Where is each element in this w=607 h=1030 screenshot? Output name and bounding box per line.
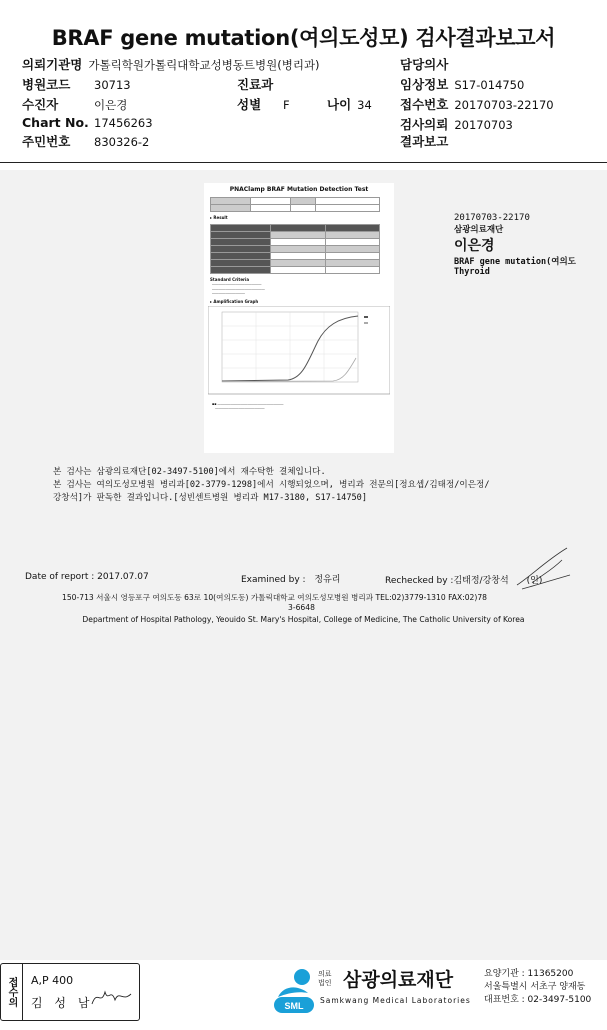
- field-clinical-info: 임상정보 S17-014750: [400, 77, 525, 92]
- stamp-label: 접수의: [1, 964, 23, 1020]
- result-section-label: ▸ Result: [210, 215, 228, 220]
- org-info: [484, 968, 591, 1007]
- field-hospital-code: 병원코드 30713: [22, 77, 131, 92]
- field-patient: 수진자 이은경: [22, 97, 128, 112]
- specimen-patient-name: 이은경: [454, 238, 495, 254]
- specimen-type: Thyroid: [454, 267, 490, 277]
- org-type: 의료 법인: [318, 970, 332, 987]
- org-code: 요양기관 : 11365200: [484, 969, 574, 979]
- field-result-report: 결과보고: [400, 134, 449, 149]
- specimen-org: 삼광의료재단: [454, 225, 504, 235]
- sample-info-table: [210, 197, 380, 212]
- stamp-code: A,P 400: [31, 974, 74, 987]
- stamp-signature: [89, 984, 134, 1012]
- field-request-date: 검사의뢰 20170703: [400, 117, 513, 132]
- org-name: 삼광의료재단: [343, 969, 454, 991]
- field-doctor: 담당의사: [400, 57, 449, 72]
- lab-address: 150-713 서울시 영등포구 여의도동 63로 10(여의도동) 가톨릭대학교 여의도성모병원 병리과 TEL:02)3779-1310 FAX:02)78: [62, 593, 488, 602]
- amplification-graph: [208, 306, 390, 396]
- criteria-text: ――――――――――――――― ―――――――――――――――― ――――――――――: [212, 282, 265, 295]
- criteria-section-label: Standard Criteria: [210, 277, 250, 282]
- pnaclamp-report: [204, 183, 394, 453]
- header-divider: [0, 162, 607, 163]
- org-address: 서울특별시 서초구 양재동: [484, 982, 586, 992]
- field-sex: 성별 F: [237, 97, 290, 112]
- field-age: 나이 34: [327, 97, 372, 112]
- report-title: BRAF gene mutation(여의도성모) 검사결과보고서: [51, 26, 556, 50]
- seal-mark: (인): [526, 576, 543, 586]
- note-line-2: 본 검사는 여의도성모병원 병리과[02-3779-1298]에서 시행되었으며, 병리과 전문의[정요셉/김태정/이은정/: [53, 480, 490, 490]
- department-name: Department of Hospital Pathology, Yeouido St. Mary's Hospital, College of Medicine, The Catholic University of Korea: [82, 615, 525, 624]
- report-footer-text: ▪▪ ―――――――――――――――――――― ―――――――――――――――: [212, 401, 284, 410]
- org-phone: 대표번호 : 02-3497-5100: [484, 995, 592, 1005]
- org-english-name: Samkwang Medical Laboratories: [320, 996, 471, 1005]
- field-department: 진료과: [237, 77, 274, 92]
- examined-by: Examined by : 정유리: [241, 575, 341, 585]
- field-chart-no: Chart No. 17456263: [22, 115, 153, 130]
- graph-section-label: ▸ Amplification Graph: [210, 298, 259, 304]
- pnaclamp-title: PNAClamp BRAF Mutation Detection Test: [229, 186, 369, 193]
- date-of-report: Date of report : 2017.07.07: [25, 572, 149, 582]
- rechecked-by: Rechecked by :김태정/강창석 (인): [385, 576, 543, 586]
- field-accession-no: 접수번호 20170703-22170: [400, 97, 554, 112]
- field-resident-no: 주민번호 830326-2: [22, 134, 150, 149]
- sml-logo-icon: [274, 967, 316, 1019]
- result-table: [210, 224, 380, 274]
- sml-logo-text: SML: [284, 1001, 304, 1011]
- reception-stamp: [0, 963, 140, 1021]
- field-institution: 의뢰기관명 가톨릭학원가톨릭대학교성병동트병원(병리과): [22, 57, 320, 72]
- specimen-test-name: BRAF gene mutation(여의도: [454, 257, 576, 267]
- lab-address-cont: 3-6648: [288, 603, 315, 612]
- specimen-label: [454, 213, 607, 277]
- specimen-accession: 20170703-22170: [454, 213, 530, 223]
- signature-scribble: [512, 545, 572, 595]
- note-line-3: 강창석]가 판독한 결과입니다.[성빈센트병원 병리과 M17-3180, S17-14750]: [53, 493, 368, 503]
- stamp-name: 김 성 남: [31, 996, 94, 1010]
- note-line-1: 본 검사는 삼광의료재단[02-3497-5100]에서 재수탁한 결체입니다.: [53, 467, 326, 477]
